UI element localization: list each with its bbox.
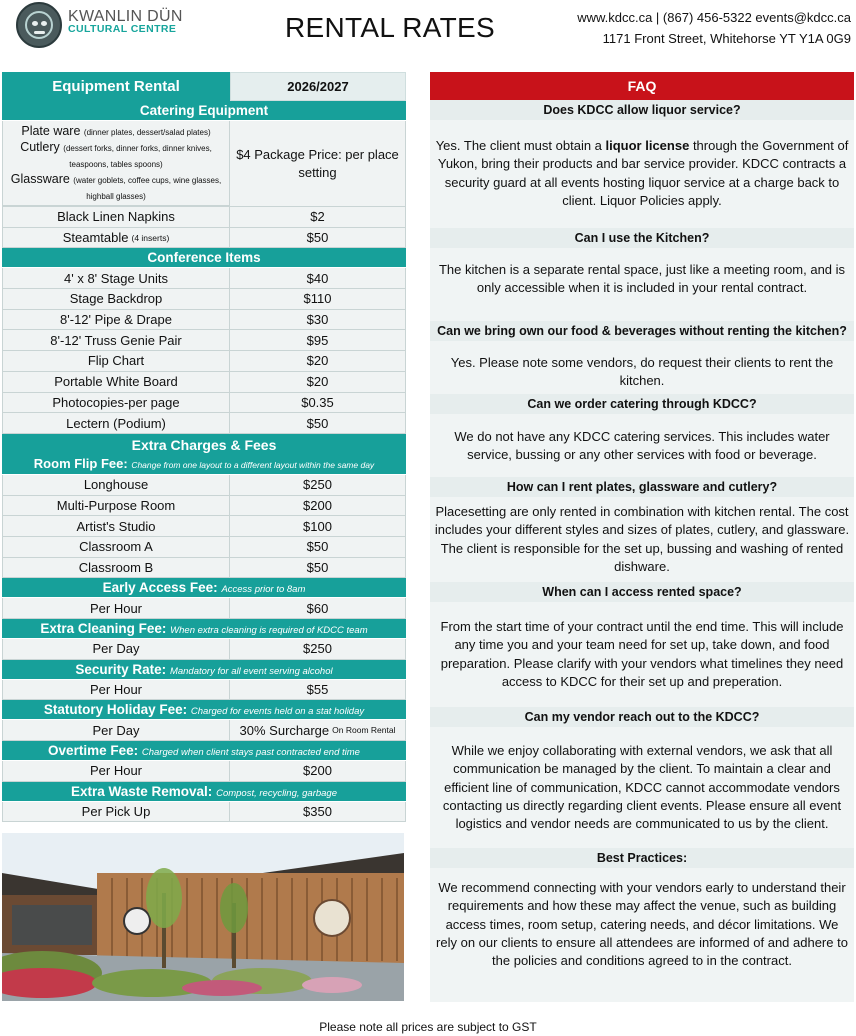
section-early-access: [2, 578, 406, 598]
holiday-note: Charged for events held on a stat holiday: [190, 706, 365, 718]
item-label: Photocopies-per page: [2, 393, 230, 413]
item-price: $55: [230, 680, 406, 700]
item-price: $200: [230, 496, 406, 516]
item-label: Per Day: [2, 720, 230, 740]
logo-mouth: [34, 31, 45, 34]
table-row: [2, 475, 406, 496]
item-label: 8'-12' Truss Genie Pair: [2, 330, 230, 350]
cutlery-note: (dessert forks, dinner forks, dinner knives, teaspoons, tables spoons): [63, 144, 212, 169]
section-conference: Conference Items: [2, 248, 406, 268]
building-photo: [2, 833, 404, 1001]
faq-answer: [434, 137, 850, 210]
faq-title: FAQ: [430, 72, 854, 100]
faq-question: Can we order catering through KDCC?: [430, 394, 854, 414]
item-label: Lectern (Podium): [2, 413, 230, 433]
table-row: [2, 351, 406, 372]
item-price: $50: [230, 228, 406, 248]
section-extra-charges: [2, 434, 406, 475]
faq-answer-text: Yes. The client must obtain a: [435, 138, 606, 153]
holiday-title: Statutory Holiday Fee:: [43, 702, 188, 718]
item-label: Per Hour: [2, 761, 230, 781]
item-price: $100: [230, 516, 406, 536]
item-price: 30% Surcharge: [239, 722, 330, 738]
faq-answer-text: through the Government of Yukon, bring their products and bar service provider. KDCC contracts a security guard at all events hosting liquor service at a charge back to client. Liquor Policies apply.: [437, 138, 849, 208]
item-price: $250: [230, 639, 406, 659]
item-note: (4 inserts): [131, 232, 170, 243]
room-flip-title: Room Flip Fee:: [33, 455, 128, 471]
item-price: $95: [230, 330, 406, 350]
table-row: [2, 802, 406, 823]
faq-question: When can I access rented space?: [430, 582, 854, 602]
item-label: Steamtable: [62, 230, 129, 246]
logo-eye: [41, 21, 47, 26]
faq-question: Can we bring own our food & beverages without renting the kitchen?: [430, 321, 854, 341]
item-label: Portable White Board: [2, 372, 230, 392]
package-price: $4 Package Price: per place setting: [230, 121, 406, 206]
item-price-note: On Room Rental: [332, 725, 396, 736]
item-price: $250: [230, 475, 406, 495]
item-price: $110: [230, 289, 406, 309]
faq-panel: [430, 72, 854, 1002]
item-price: $60: [230, 598, 406, 618]
item-label: Longhouse: [2, 475, 230, 495]
table-row: [2, 289, 406, 310]
rental-table: [2, 72, 406, 822]
item-price: $20: [230, 372, 406, 392]
item-label: Artist's Studio: [2, 516, 230, 536]
table-row: [2, 393, 406, 414]
faq-question: Can I use the Kitchen?: [430, 228, 854, 248]
item-price: $350: [230, 802, 406, 822]
item-label: Per Day: [2, 639, 230, 659]
table-row: [2, 761, 406, 782]
kdcc-logo: [16, 2, 62, 48]
brand-name: KWANLIN DÜN: [68, 8, 183, 25]
address: 1171 Front Street, Whitehorse YT Y1A 0G9: [602, 31, 851, 46]
contact-info: www.kdcc.ca | (867) 456-5322 events@kdcc.ca: [577, 10, 851, 25]
section-catering: Catering Equipment: [2, 101, 406, 121]
glass-label: Glassware: [10, 172, 70, 186]
item-price: $40: [230, 268, 406, 288]
security-title: Security Rate:: [75, 661, 167, 677]
item-label: Classroom A: [2, 537, 230, 557]
table-row: [2, 207, 406, 228]
faq-question: Does KDCC allow liquor service?: [430, 100, 854, 120]
plate-note: (dinner plates, dessert/salad plates): [83, 128, 211, 137]
waste-title: Extra Waste Removal:: [71, 783, 213, 799]
item-label: Flip Chart: [2, 351, 230, 371]
section-stat-holiday: [2, 700, 406, 720]
item-label: Per Pick Up: [2, 802, 230, 822]
table-row: [2, 372, 406, 393]
section-extra-cleaning: [2, 619, 406, 639]
faq-answer: While we enjoy collaborating with external vendors, we ask that all communication be managed by the client. To maintain a clear and efficient line of communication, KDCC cannot accommodate vendors contacting us directly regarding client events. Please ensure all event logistics and vendor needs are communicated to us by the client.: [442, 743, 842, 832]
table-row: [2, 537, 406, 558]
cutlery-label: Cutlery: [20, 140, 60, 154]
table-header: [2, 72, 406, 101]
item-price: $200: [230, 761, 406, 781]
logo-eye: [32, 21, 38, 26]
security-note: Mandatory for all event serving alcohol: [169, 665, 333, 677]
faq-question: Best Practices:: [430, 848, 854, 868]
table-row: [2, 268, 406, 289]
section-overtime: [2, 741, 406, 761]
item-label: Per Hour: [2, 598, 230, 618]
table-row: [2, 413, 406, 434]
table-row: [2, 330, 406, 351]
early-access-title: Early Access Fee:: [102, 580, 218, 596]
building-illustration: [2, 833, 404, 1001]
table-row: [2, 598, 406, 619]
table-row: [2, 496, 406, 517]
table-row: [2, 516, 406, 537]
item-label: Stage Backdrop: [2, 289, 230, 309]
logo-ring: [25, 11, 53, 39]
faq-answer: We recommend connecting with your vendors early to understand their requirements and how these may affect the venue, such as building access times, room setup, catering needs, and décor limitations. We rely on our clients to ensure all attendees are informed of and adhere to the policies and conditions agreed to in the contract.: [436, 880, 848, 969]
table-row: [2, 720, 406, 741]
early-access-note: Access prior to 8am: [221, 584, 306, 596]
item-price: $50: [230, 537, 406, 557]
faq-answer: We do not have any KDCC catering services. This includes water service, bussing or any other services with food or beverage.: [454, 429, 830, 463]
faq-question: Can my vendor reach out to the KDCC?: [430, 707, 854, 727]
faq-question: How can I rent plates, glassware and cutlery?: [430, 477, 854, 497]
item-label: Classroom B: [2, 558, 230, 578]
page-title: RENTAL RATES: [285, 12, 496, 43]
footer-note: Please note all prices are subject to GST: [319, 1020, 537, 1034]
table-row: [2, 310, 406, 331]
room-flip-note: Change from one layout to a different layout within the same day: [131, 459, 375, 470]
table-heading: Equipment Rental: [2, 72, 230, 101]
faq-answer-bold: liquor license: [605, 138, 690, 153]
overtime-title: Overtime Fee:: [48, 743, 139, 759]
plate-label: Plate ware: [21, 124, 81, 138]
table-row: [2, 680, 406, 701]
item-price: $2: [230, 207, 406, 227]
brand-subtitle: CULTURAL CENTRE: [68, 23, 177, 35]
waste-note: Compost, recycling, garbage: [216, 787, 337, 799]
faq-answer: From the start time of your contract until the end time. This will include any time you and your team need for set up, take down, and food preparation. Please clarify with your vendors what timelines they need access to KDCC for their set up and preperation.: [440, 619, 844, 689]
faq-answer: Placesetting are only rented in combination with kitchen rental. The cost includes your different styles and sizes of plates, cutlery, and glassware. The client is responsible for the set up, bussing and washing of rented dishware.: [434, 504, 850, 574]
item-price: $0.35: [230, 393, 406, 413]
item-label: 8'-12' Pipe & Drape: [2, 310, 230, 330]
item-label: Per Hour: [2, 680, 230, 700]
extra-charges-title: Extra Charges & Fees: [131, 436, 277, 453]
cleaning-note: When extra cleaning is required of KDCC team: [170, 625, 368, 636]
catering-package-row: [2, 121, 406, 207]
item-price: $50: [230, 413, 406, 433]
section-waste-removal: [2, 782, 406, 802]
table-row: [2, 639, 406, 660]
faq-answer: Yes. Please note some vendors, do request their clients to rent the kitchen.: [450, 355, 834, 389]
item-label: 4' x 8' Stage Units: [2, 268, 230, 288]
table-row: [2, 558, 406, 579]
table-row: [2, 228, 406, 249]
item-price: $20: [230, 351, 406, 371]
overtime-note: Charged when client stays past contracted end time: [141, 747, 360, 759]
section-security: [2, 660, 406, 680]
glass-note: (water goblets, coffee cups, wine glasses, highball glasses): [73, 176, 222, 201]
table-year: 2026/2027: [230, 72, 406, 101]
item-price: $30: [230, 310, 406, 330]
catering-package-items: [2, 121, 230, 206]
faq-answer: The kitchen is a separate rental space, just like a meeting room, and is only accessible when it is included in your rental contract.: [438, 262, 846, 296]
item-label: Multi-Purpose Room: [2, 496, 230, 516]
item-label: Black Linen Napkins: [57, 209, 175, 225]
item-price: $50: [230, 558, 406, 578]
cleaning-title: Extra Cleaning Fee:: [40, 621, 167, 636]
